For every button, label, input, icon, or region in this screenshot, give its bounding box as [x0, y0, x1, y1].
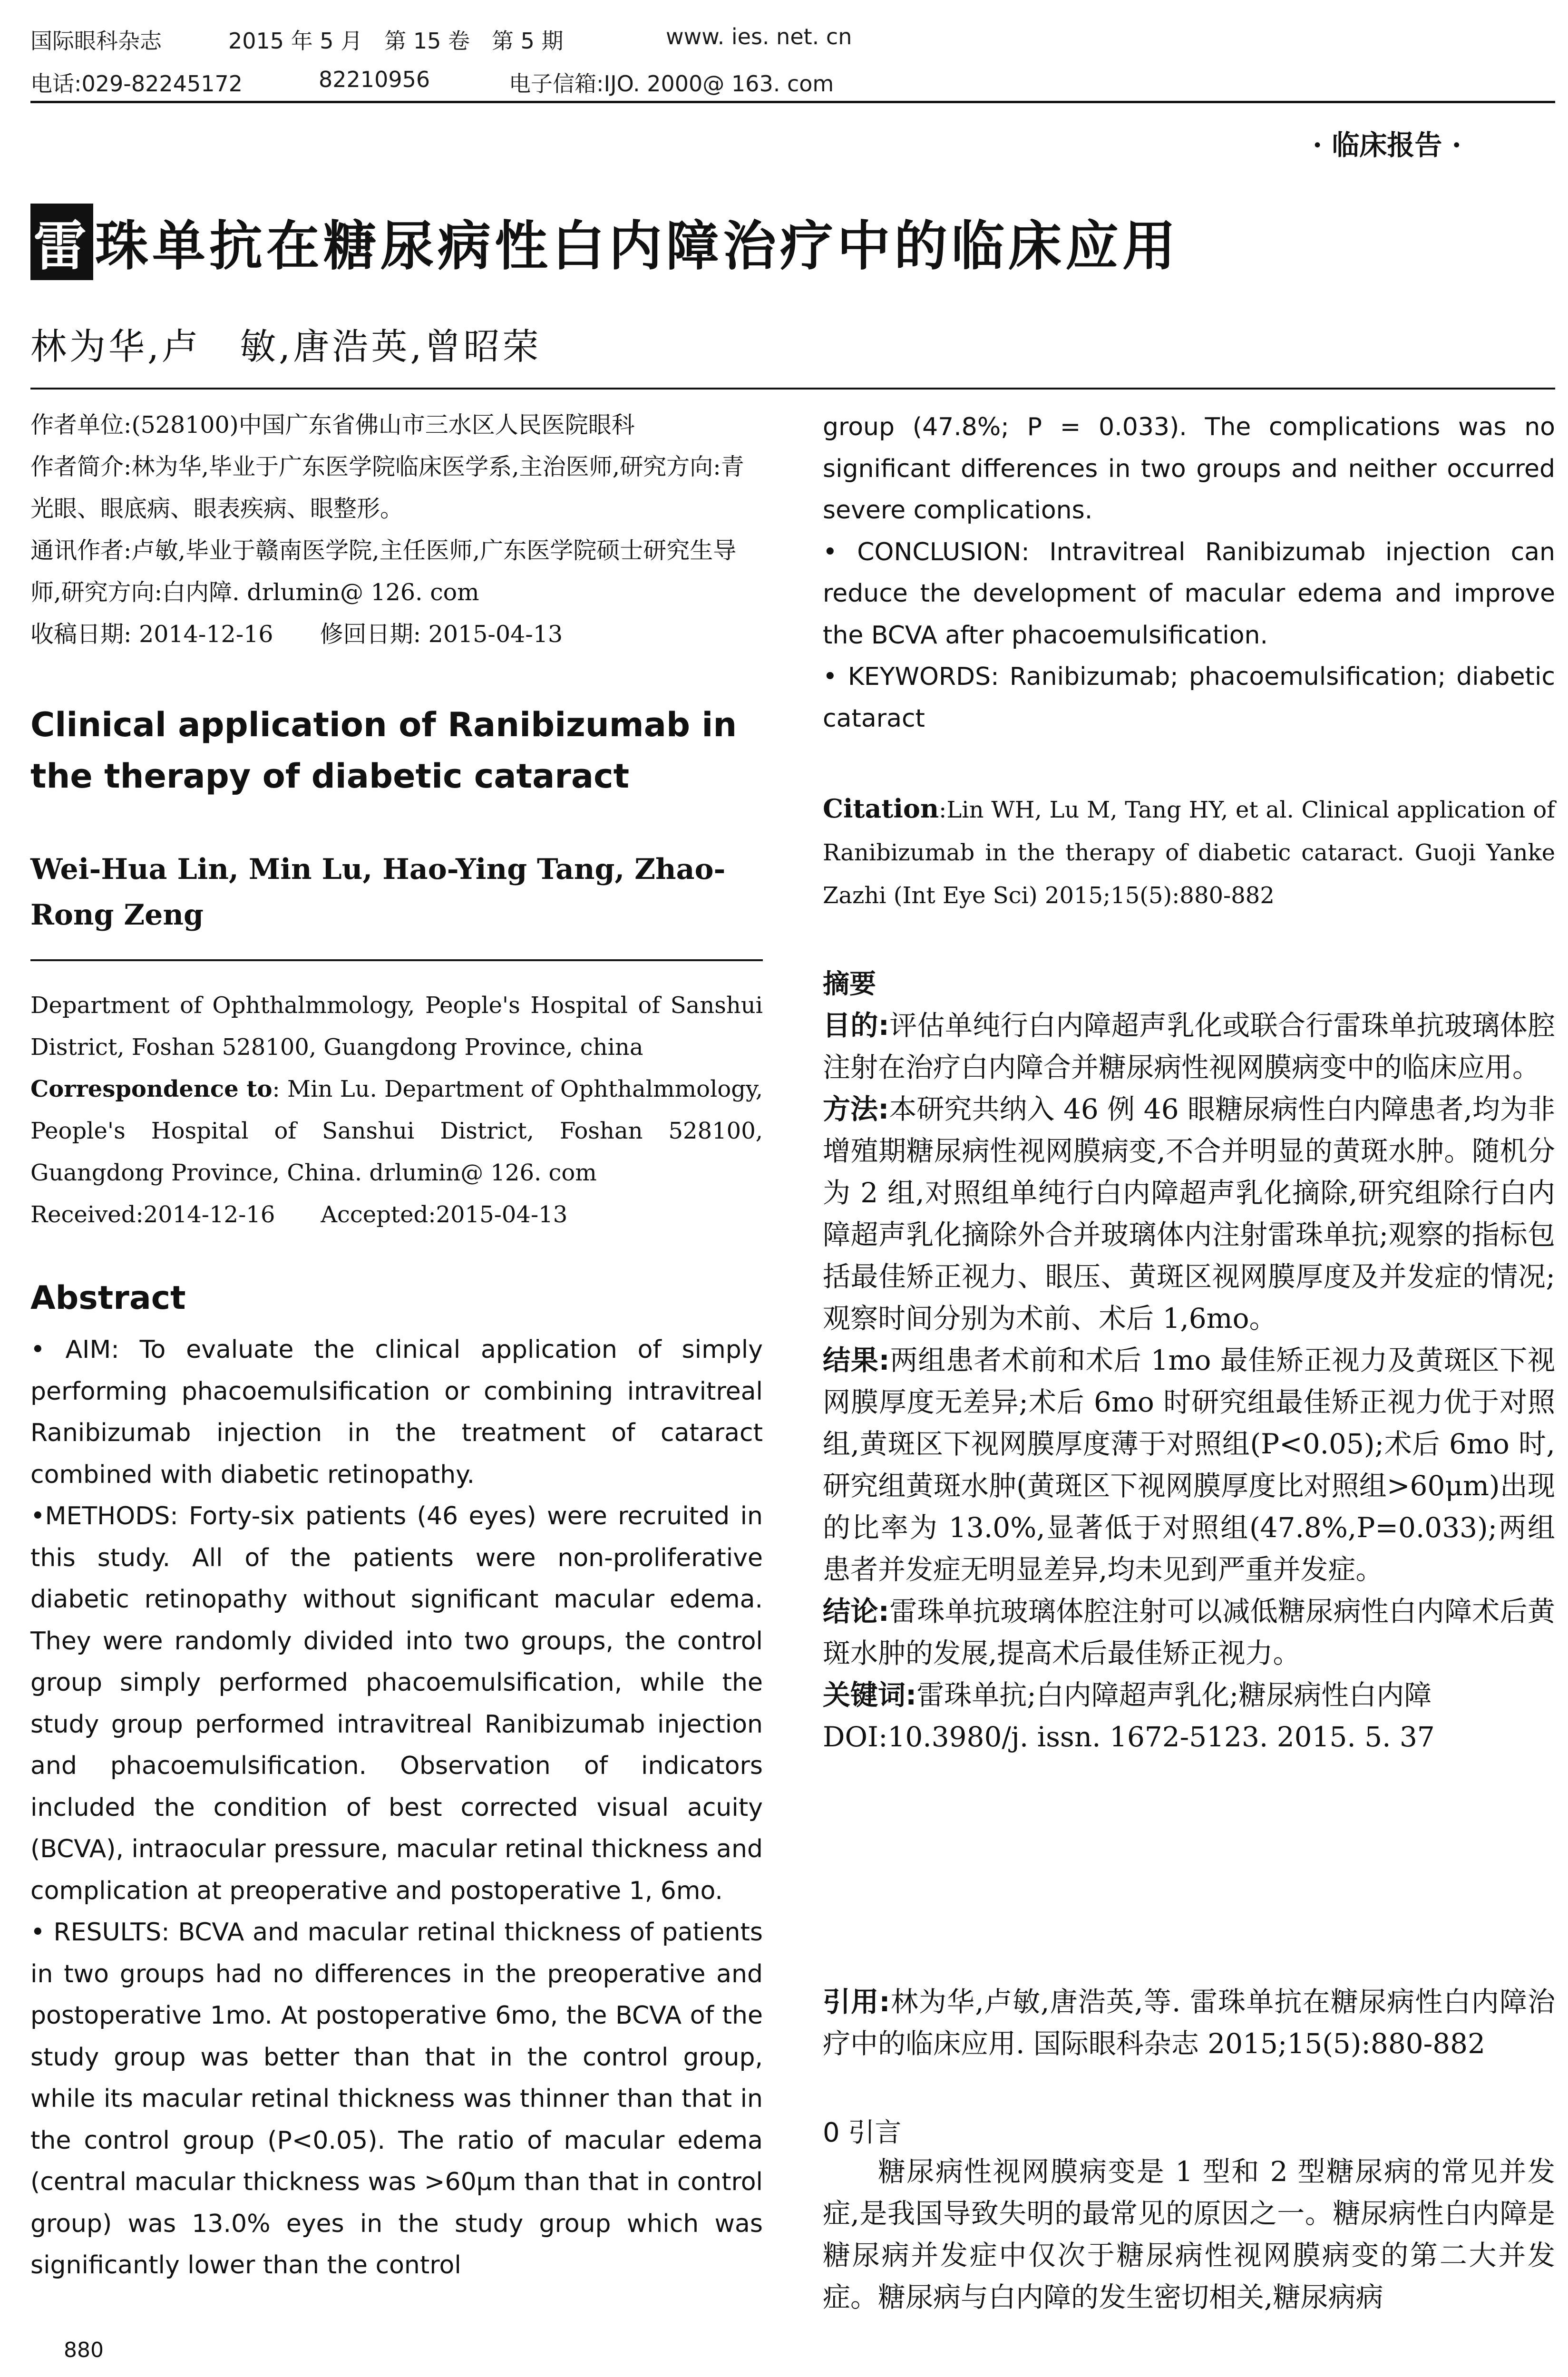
page-number: 880	[64, 2338, 104, 2362]
abstract-cn-conclusion	[823, 1590, 1555, 1674]
journal-phone-2: 82210956	[319, 67, 430, 92]
abstract-keywords: • KEYWORDS: Ranibizumab; phacoemulsification; diabetic cataract	[823, 662, 1555, 733]
journal-email[interactable]: 电子信箱:IJO. 2000@ 163. com	[509, 71, 834, 97]
correspondence-label: Correspondence to	[30, 1076, 273, 1102]
conclusion-text-cn: 雷珠单抗玻璃体腔注射可以减低糖尿病性白内障术后黄斑水肿的发展,提高术后最佳矫正视力。	[823, 1595, 1555, 1669]
authors-rule	[30, 959, 763, 961]
author-affiliation: 作者单位:(528100)中国广东省佛山市三水区人民医院眼科	[30, 411, 635, 438]
intro-body	[823, 2151, 1555, 2318]
abstract-aim: • AIM: To evaluate the clinical application of simply performing phacoemulsification or combining intravitreal Ranibizumab injection in the treatment of cataract combined with diabetic retinopathy.	[30, 1335, 763, 1489]
authors-en: Wei-Hua Lin, Min Lu, Hao-Ying Tang, Zhao-Rong Zeng	[30, 853, 726, 932]
abstract-cn-keywords	[823, 1674, 1555, 1716]
keywords-label-cn: 关键词:	[823, 1679, 917, 1711]
author-bio: 作者简介:林为华,毕业于广东医学院临床医学系,主治医师,研究方向:青光眼、眼底病、眼表疾病、眼整形。	[30, 453, 744, 522]
section-tag: · 临床报告 ·	[1313, 129, 1461, 161]
results-label-cn: 结果:	[823, 1344, 890, 1376]
abstract-heading: Abstract	[30, 1279, 186, 1317]
header-rule	[30, 101, 1555, 103]
abstract-cn-results	[823, 1339, 1555, 1590]
abstract-cn-heading: 摘要	[823, 969, 876, 1000]
journal-phone: 电话:029-82245172	[30, 71, 243, 97]
doi[interactable]: DOI:10.3980/j. issn. 1672-5123. 2015. 5. 37	[823, 1721, 1435, 1753]
abstract-en-body	[30, 1329, 763, 2287]
citation-cn-label: 引用:	[823, 1986, 890, 2018]
results-text-cn: 两组患者术前和术后 1mo 最佳矫正视力及黄斑区下视网膜厚度无差异;术后 6mo 时研究组最佳矫正视力优于对照组,黄斑区下视网膜厚度薄于对照组(P<0.05);术后 6mo 时,研究组黄斑水肿(黄斑区下视网膜厚度比对照组>60μm)出现的比率为 13.0%,显著低于对照组(47.8%,P=0.033);两组患者并发症无明显差异,均未见到严重并发症。	[823, 1344, 1555, 1586]
correspondence	[30, 1068, 763, 1194]
article-title-cn	[30, 204, 1179, 280]
abstract-cn-methods	[823, 1088, 1555, 1339]
issue-info: 2015 年 5 月 第 15 卷 第 5 期	[228, 28, 564, 54]
intro-paragraph: 糖尿病性视网膜病变是 1 型和 2 型糖尿病的常见并发症,是我国导致失明的最常见的原因之一。糖尿病性白内障是糖尿病并发症中仅次于糖尿病性视网膜病变的第二大并发症。糖尿病与白内障的发生密切相关,糖尿病病	[823, 2155, 1555, 2313]
citation-cn-text: 林为华,卢敏,唐浩英,等. 雷珠单抗在糖尿病性白内障治疗中的临床应用. 国际眼科杂志 2015;15(5):880-882	[823, 1986, 1555, 2060]
intro-heading: 0 引言	[823, 2117, 902, 2148]
affiliation-en	[30, 984, 763, 1236]
methods-label-cn: 方法:	[823, 1093, 889, 1125]
department: Department of Ophthalmmology, People's Hospital of Sanshui District, Foshan 528100, Guangdong Province, china	[30, 992, 763, 1061]
correspondence-text: : Min Lu. Department of Ophthalmmology, People's Hospital of Sanshui District, Foshan 528100, Guangdong Province, China. drlumin@ 126. com	[30, 1076, 763, 1186]
journal-website[interactable]: www. ies. net. cn	[666, 24, 852, 49]
citation-cn	[823, 1981, 1555, 2065]
conclusion-label-cn: 结论:	[823, 1595, 889, 1627]
received-dates-en: Received:2014-12-16 Accepted:2015-04-13	[30, 1201, 568, 1228]
citation-text: :Lin WH, Lu M, Tang HY, et al. Clinical application of Ranibizumab in the therapy of diabetic cataract. Guoji Yanke Zazhi (Int Eye Sci) 2015;15(5):880-882	[823, 797, 1555, 909]
keywords-text-cn: 雷珠单抗;白内障超声乳化;糖尿病性白内障	[916, 1679, 1432, 1711]
abstract-methods: •METHODS: Forty-six patients (46 eyes) were recruited in this study. All of the patients were non-proliferative diabetic retinopathy without significant macular edema. They were randomly divided into two groups, the control group simply performed phacoemulsification, while the study group performed intravitreal Ranibizumab injection and phacoemulsification. Observation of indicators included the condition of best corrected visual acuity (BCVA), intraocular pressure, macular retinal thickness and complication at preoperative and postoperative 1, 6mo.	[30, 1502, 763, 1905]
citation-label: Citation	[823, 793, 939, 824]
abstract-conclusion: • CONCLUSION: Intravitreal Ranibizumab injection can reduce the development of macular edema and improve the BCVA after phacoemulsification.	[823, 537, 1555, 650]
methods-text-cn: 本研究共纳入 46 例 46 眼糖尿病性白内障患者,均为非增殖期糖尿病性视网膜病变,不合并明显的黄斑水肿。随机分为 2 组,对照组单纯行白内障超声乳化摘除,研究组除行白内障超声乳化摘除外合并玻璃体内注射雷珠单抗;观察的指标包括最佳矫正视力、眼压、黄斑区视网膜厚度及并发症的情况;观察时间分别为术前、术后 1,6mo。	[823, 1093, 1555, 1335]
corresponding-author: 通讯作者:卢敏,毕业于赣南医学院,主任医师,广东医学院硕士研究生导师,研究方向:白内障. drlumin@ 126. com	[30, 537, 737, 606]
citation-en	[823, 787, 1555, 917]
title-rest: 珠单抗在糖尿病性白内障治疗中的临床应用	[95, 215, 1179, 277]
aim-label-cn: 目的:	[823, 1009, 889, 1042]
received-dates-cn: 收稿日期: 2014-12-16 修回日期: 2015-04-13	[30, 621, 563, 648]
abstract-cn-body	[823, 1004, 1555, 1758]
abstract-en-continued	[823, 407, 1555, 740]
abstract-results-cont: group (47.8%; P = 0.033). The complications was no significant differences in two groups and neither occurred severe complications.	[823, 413, 1555, 525]
aim-text-cn: 评估单纯行白内障超声乳化或联合行雷珠单抗玻璃体腔注射在治疗白内障合并糖尿病性视网膜病变中的临床应用。	[823, 1009, 1555, 1083]
abstract-results: • RESULTS: BCVA and macular retinal thickness of patients in two groups had no differences in the preoperative and postoperative 1mo. At postoperative 6mo, the BCVA of the study group was better than that in the control group, while its macular retinal thickness was thinner than that in the control group (P<0.05). The ratio of macular edema (central macular thickness was >60μm than that in control group) was 13.0% eyes in the study group which was significantly lower than the control	[30, 1918, 763, 2280]
authors-cn: 林为华,卢 敏,唐浩英,曾昭荣	[30, 325, 542, 368]
title-rule	[30, 388, 1555, 390]
title-drop-char: 雷	[30, 204, 93, 280]
abstract-cn-aim	[823, 1004, 1555, 1088]
author-info-cn	[30, 404, 763, 655]
journal-name: 国际眼科杂志	[30, 28, 162, 54]
article-title-en: Clinical application of Ranibizumab in the therapy of diabetic cataract	[30, 705, 737, 796]
